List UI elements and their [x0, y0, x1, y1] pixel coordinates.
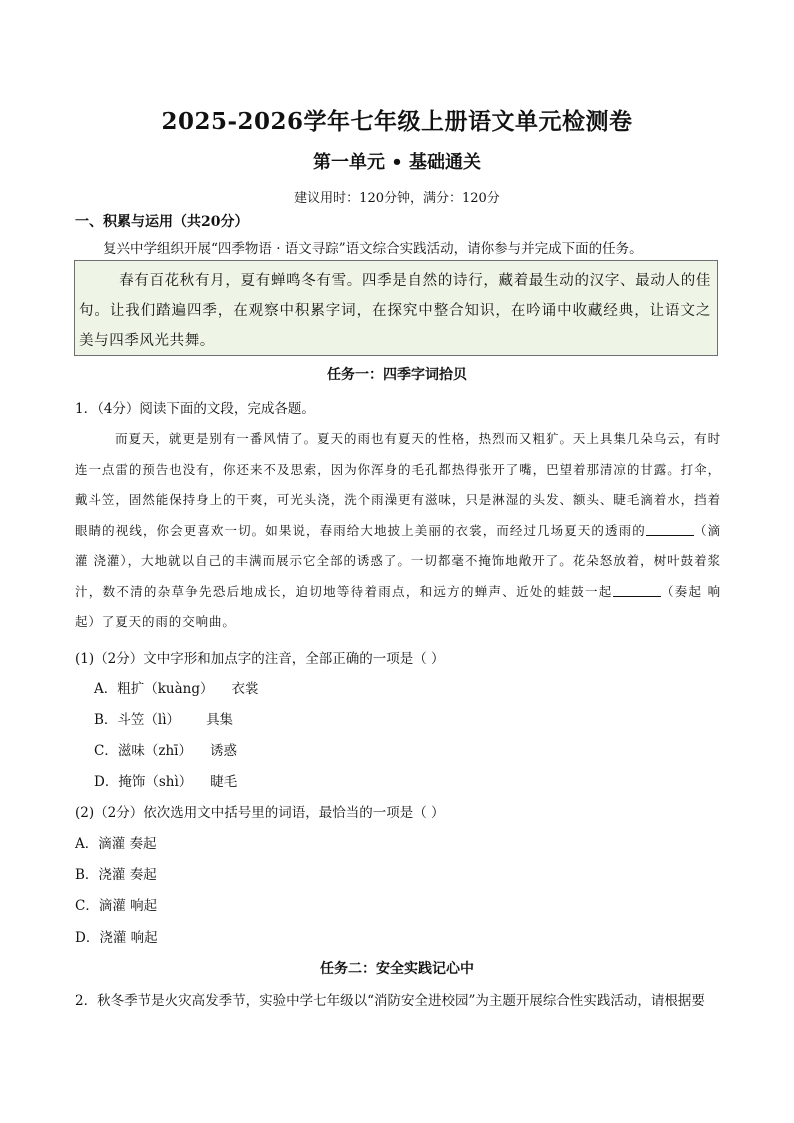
subquestion-2-prompt: (2)（2分）依次选用文中括号里的词语，最恰当的一项是（ ）	[75, 805, 445, 821]
scene-text: 春有百花秋有月，夏有蝉鸣冬有雪。四季是自然的诗行，藏着最生动的汉字、最动人的佳句。让我们踏遍四季，在观察中积累字词，在探究中整合知识，在吟诵中收藏经典，让语文之美与四季风光共舞。	[79, 273, 711, 349]
exam-title: 2025-2026学年七年级上册语文单元检测卷	[161, 108, 633, 135]
fill-blank-2[interactable]	[613, 583, 661, 597]
option-c[interactable]: C．滴灌 响起	[75, 898, 158, 914]
option-a[interactable]: A．滴灌 奏起	[75, 836, 157, 852]
reading-passage	[75, 424, 721, 638]
activity-intro: 复兴中学组织开展“四季物语 · 语文寻踪”语文综合实践活动，请你参与并完成下面的任务。	[103, 241, 643, 257]
option-b[interactable]: B．斗笠（lì） 具集	[94, 712, 234, 728]
option-c[interactable]: C．滋味（zhī） 诱惑	[94, 743, 237, 759]
option-d[interactable]: D．浇灌 响起	[75, 930, 158, 946]
fill-blank-1[interactable]	[646, 522, 694, 536]
option-d[interactable]: D．掩饰（shì） 睫毛	[94, 774, 238, 790]
question-2-prompt: 2．秋冬季节是火灾高发季节，实验中学七年级以“消防安全进校园”为主题开展综合性实践活动，请根据要	[75, 993, 705, 1009]
task-one-heading: 任务一：四季字词拾贝	[327, 367, 467, 383]
unit-subtitle: 第一单元 • 基础通关	[312, 152, 482, 173]
question-1-prompt: 1．（4分）阅读下面的文段，完成各题。	[75, 401, 315, 417]
section-heading: 一、积累与运用（共20分）	[75, 214, 249, 230]
passage-part-3: （奏起 响起）了夏天的雨的交响曲。	[75, 583, 721, 629]
time-score-info: 建议用时：120分钟，满分：120分	[294, 191, 500, 206]
scene-text-box	[74, 260, 718, 356]
passage-part-2: （滴灌 浇灌），大地就以自己的丰满而展示它全部的诱惑了。一切都毫不掩饰地敞开了。花朵怒放着，树叶鼓着浆汁，数不清的杂草争先恐后地成长，迫切地等待着雨点，和远方的蝉声、近处的蛙鼓一起	[75, 522, 721, 599]
passage-part-1: 而夏天，就更是别有一番风情了。夏天的雨也有夏天的性格，热烈而又粗犷。天上具集几朵乌云，有时连一点雷的预告也没有，你还来不及思索，因为你浑身的毛孔都热得张开了嘴，巴望着那清凉的甘露。打伞，戴斗笠，固然能保持身上的干爽，可光头浇，洗个雨澡更有滋味，只是淋湿的头发、额头、睫毛滴着水，挡着眼睛的视线，你会更喜欢一切。如果说，春雨给大地披上美丽的衣裳，而经过几场夏天的透雨的	[75, 431, 721, 538]
subquestion-1-prompt: (1)（2分）文中字形和加点字的注音，全部正确的一项是（ ）	[75, 651, 445, 667]
option-a[interactable]: A．粗扩（kuàng） 衣裳	[94, 681, 259, 697]
task-two-heading: 任务二：安全实践记心中	[320, 961, 474, 977]
option-b[interactable]: B．浇灌 奏起	[75, 867, 157, 883]
